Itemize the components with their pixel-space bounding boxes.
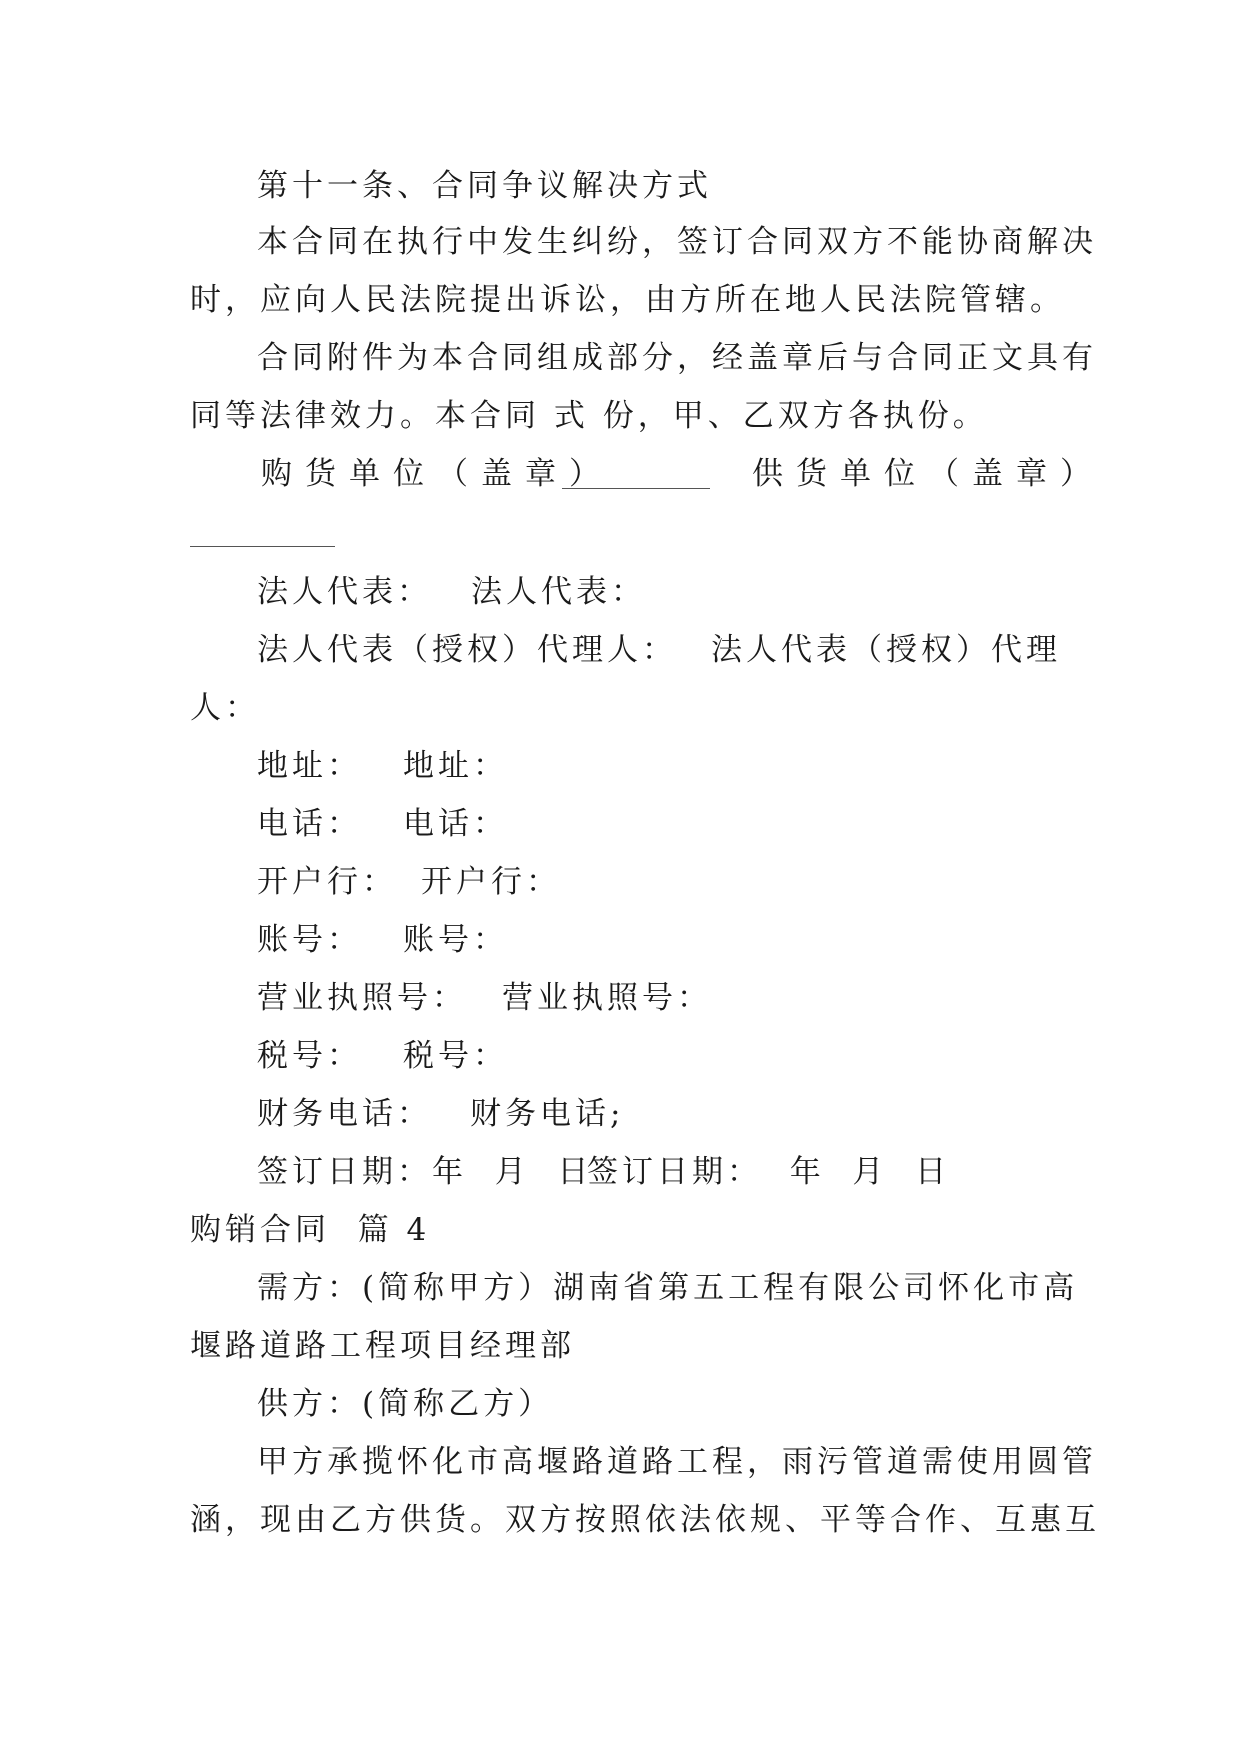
tax-a: 税号： [257, 1038, 362, 1074]
section-title: 购销合同 篇 4 [190, 1212, 431, 1248]
sign-date-b: 签订日期： 年 月 日 [587, 1154, 951, 1190]
demand-party-line-2: 堰路道路工程项目经理部 [190, 1328, 575, 1364]
legal-rep-b: 法人代表： [471, 574, 646, 610]
dispute-paragraph-line-2: 时，应向人民法院提出诉讼，由方所在地人民法院管辖。 [190, 282, 1065, 318]
phone-a: 电话： [257, 806, 362, 842]
account-b: 账号： [403, 922, 508, 958]
agent-b-line-2: 人： [190, 690, 260, 726]
phone-b: 电话： [403, 806, 508, 842]
address-b: 地址： [403, 748, 508, 784]
buyer-seal-label: 购货单位（盖章） [261, 456, 613, 492]
bank-a: 开户行： [257, 864, 397, 900]
demand-party-line-1: 需方：(简称甲方）湖南省第五工程有限公司怀化市高 [257, 1270, 1079, 1306]
sign-date-a: 签订日期：年 月 日 [257, 1154, 593, 1190]
body-paragraph-line-2: 涵，现由乙方供货。双方按照依法依规、平等合作、互惠互 [190, 1502, 1100, 1538]
supply-party: 供方：(简称乙方） [257, 1386, 554, 1422]
legal-rep-a: 法人代表： [257, 574, 432, 610]
account-a: 账号： [257, 922, 362, 958]
bank-b: 开户行： [421, 864, 561, 900]
finance-phone-a: 财务电话： [257, 1096, 432, 1132]
attachment-paragraph-line-2: 同等法律效力。本合同 式 份，甲、乙双方各执份。 [190, 398, 988, 434]
body-paragraph-line-1: 甲方承揽怀化市高堰路道路工程，雨污管道需使用圆管 [257, 1444, 1097, 1480]
supplier-seal-label: 供货单位（盖章） [752, 456, 1104, 492]
buyer-seal-blank [562, 488, 710, 489]
dispute-paragraph-line-1: 本合同在执行中发生纠纷，签订合同双方不能协商解决 [257, 224, 1097, 260]
article-title: 第十一条、合同争议解决方式 [257, 168, 712, 204]
license-a: 营业执照号： [257, 980, 467, 1016]
agent-b-line-1: 法人代表（授权）代理 [711, 632, 1061, 668]
attachment-paragraph-line-1: 合同附件为本合同组成部分，经盖章后与合同正文具有 [257, 340, 1097, 376]
agent-a: 法人代表（授权）代理人： [257, 632, 677, 668]
tax-b: 税号： [403, 1038, 508, 1074]
supplier-seal-blank [190, 546, 335, 547]
address-a: 地址： [257, 748, 362, 784]
finance-phone-b: 财务电话; [470, 1096, 625, 1132]
license-b: 营业执照号： [502, 980, 712, 1016]
